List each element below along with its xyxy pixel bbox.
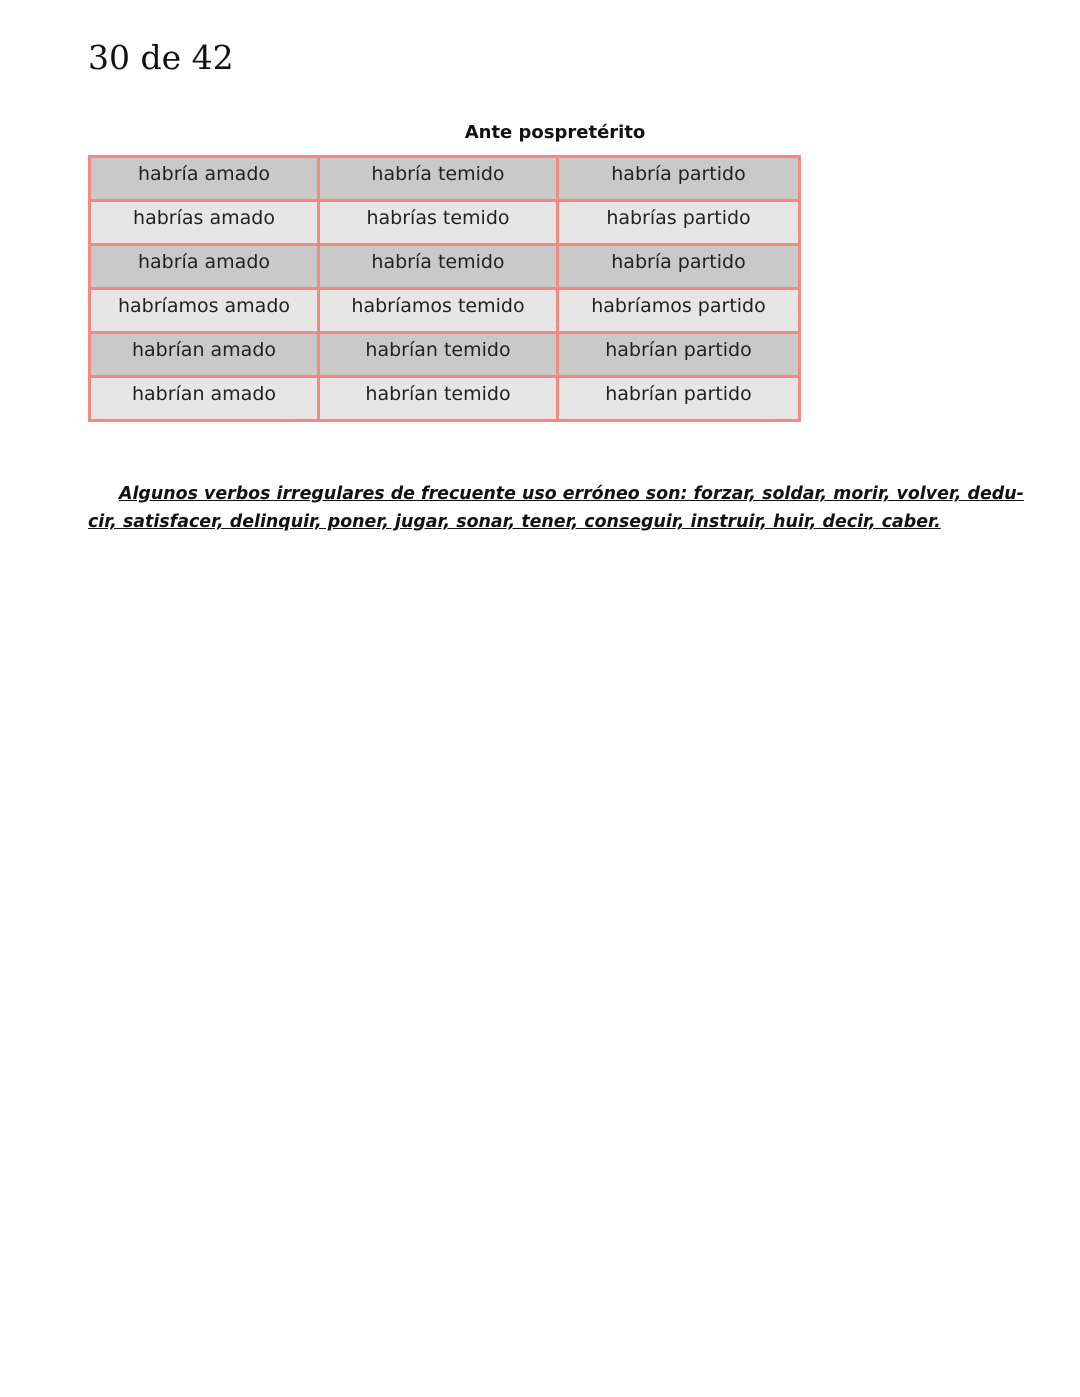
table-cell: habríamos partido (558, 289, 800, 333)
table-cell: habrían amado (90, 333, 319, 377)
table-title: Ante pospretérito (464, 122, 646, 143)
table-row (90, 377, 800, 421)
table-row (90, 289, 800, 333)
table-cell: habrían temido (319, 333, 558, 377)
irregular-verbs-note (88, 480, 1024, 536)
note-line: cir, satisfacer, delinquir, poner, jugar, sonar, tener, conseguir, instruir, huir, decir, caber. (88, 512, 941, 532)
table-cell: habrían temido (319, 377, 558, 421)
table-row (90, 157, 800, 201)
table-cell: habría amado (90, 157, 319, 201)
table-cell: habría partido (558, 157, 800, 201)
table-cell: habrían partido (558, 377, 800, 421)
note-line: Algunos verbos irregulares de frecuente uso erróneo son: forzar, soldar, morir, volver, dedu- (119, 484, 1024, 504)
table-cell: habrían partido (558, 333, 800, 377)
table-cell: habríamos temido (319, 289, 558, 333)
conjugation-table (88, 155, 801, 422)
table-row (90, 333, 800, 377)
table-cell: habrían amado (90, 377, 319, 421)
table-cell: habría amado (90, 245, 319, 289)
table-cell: habrías temido (319, 201, 558, 245)
table-row (90, 245, 800, 289)
table-cell: habría temido (319, 245, 558, 289)
table-cell: habría partido (558, 245, 800, 289)
page-number: 30 de 42 (88, 38, 234, 77)
table-cell: habríamos amado (90, 289, 319, 333)
table-row (90, 201, 800, 245)
table-cell: habrías amado (90, 201, 319, 245)
table-cell: habría temido (319, 157, 558, 201)
table-cell: habrías partido (558, 201, 800, 245)
